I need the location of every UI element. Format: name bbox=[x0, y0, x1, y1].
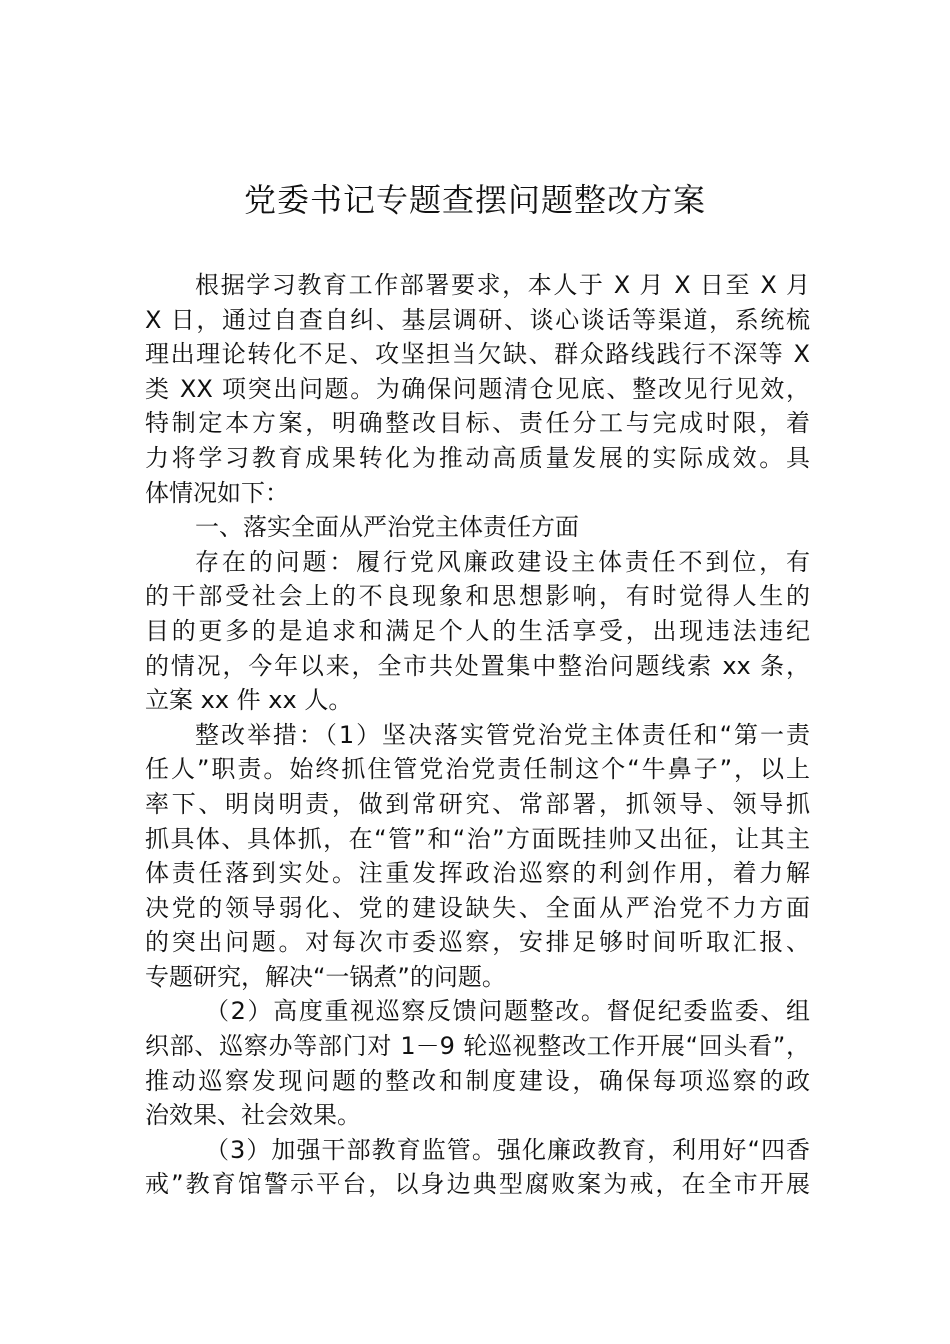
document-title: 党委书记专题查摆问题整改方案 bbox=[243, 181, 706, 219]
document-body bbox=[145, 268, 810, 1202]
paragraph-line: 根据学习教育工作部署要求，本人于 X 月 X 日至 X 月 bbox=[195, 271, 810, 299]
paragraph-line: 推动巡察发现问题的整改和制度建设，确保每项巡察的政 bbox=[145, 1066, 810, 1095]
paragraph-line: 任人”职责。始终抓住管党治党责任制这个“牛鼻子”，以上 bbox=[145, 755, 810, 784]
paragraph-line: 整改举措：（1）坚决落实管党治党主体责任和“第一责 bbox=[195, 720, 810, 749]
paragraph-line: 率下、明岗明责，做到常研究、常部署，抓领导、领导抓 bbox=[145, 789, 810, 818]
paragraph-line: 专题研究，解决“一锅煮”的问题。 bbox=[145, 962, 506, 991]
paragraph-line: 体责任落到实处。注重发挥政治巡察的利剑作用，着力解 bbox=[145, 859, 810, 888]
paragraph-line: 立案 xx 件 xx 人。 bbox=[145, 686, 353, 715]
paragraph-line: （2）高度重视巡察反馈问题整改。督促纪委监委、组 bbox=[205, 997, 810, 1026]
paragraph-line: 的干部受社会上的不良现象和思想影响，有时觉得人生的 bbox=[145, 582, 810, 611]
paragraph-line: （3）加强干部教育监管。强化廉政教育，利用好“四香 bbox=[205, 1135, 810, 1164]
paragraph-line: 的情况，今年以来，全市共处置集中整治问题线索 xx 条， bbox=[145, 651, 810, 680]
paragraph-line: 理出理论转化不足、攻坚担当欠缺、群众路线践行不深等 X bbox=[145, 340, 810, 369]
paragraph-line: 体情况如下： bbox=[145, 478, 289, 507]
paragraph-line: 的突出问题。对每次市委巡察，安排足够时间听取汇报、 bbox=[145, 928, 810, 957]
paragraph-line: 存在的问题：履行党风廉政建设主体责任不到位，有 bbox=[195, 547, 810, 576]
paragraph-line: X 日，通过自查自纠、基层调研、谈心谈话等渠道，系统梳 bbox=[145, 305, 810, 334]
section-heading: 一、落实全面从严治党主体责任方面 bbox=[195, 513, 579, 542]
paragraph-line: 决党的领导弱化、党的建设缺失、全面从严治党不力方面 bbox=[145, 893, 810, 922]
paragraph-line: 戒”教育馆警示平台，以身边典型腐败案为戒，在全市开展 bbox=[145, 1170, 810, 1199]
paragraph-line: 织部、巡察办等部门对 1－9 轮巡视整改工作开展“回头看”， bbox=[145, 1032, 810, 1061]
paragraph-line: 类 XX 项突出问题。为确保问题清仓见底、整改见行见效， bbox=[145, 374, 810, 403]
paragraph-line: 力将学习教育成果转化为推动高质量发展的实际成效。具 bbox=[145, 443, 810, 472]
paragraph-line: 治效果、社会效果。 bbox=[145, 1101, 361, 1130]
paragraph-line: 目的更多的是追求和满足个人的生活享受，出现违法违纪 bbox=[145, 616, 810, 645]
paragraph-line: 特制定本方案，明确整改目标、责任分工与完成时限，着 bbox=[145, 409, 810, 438]
paragraph-line: 抓具体、具体抓，在“管”和“治”方面既挂帅又出征，让其主 bbox=[145, 824, 810, 853]
